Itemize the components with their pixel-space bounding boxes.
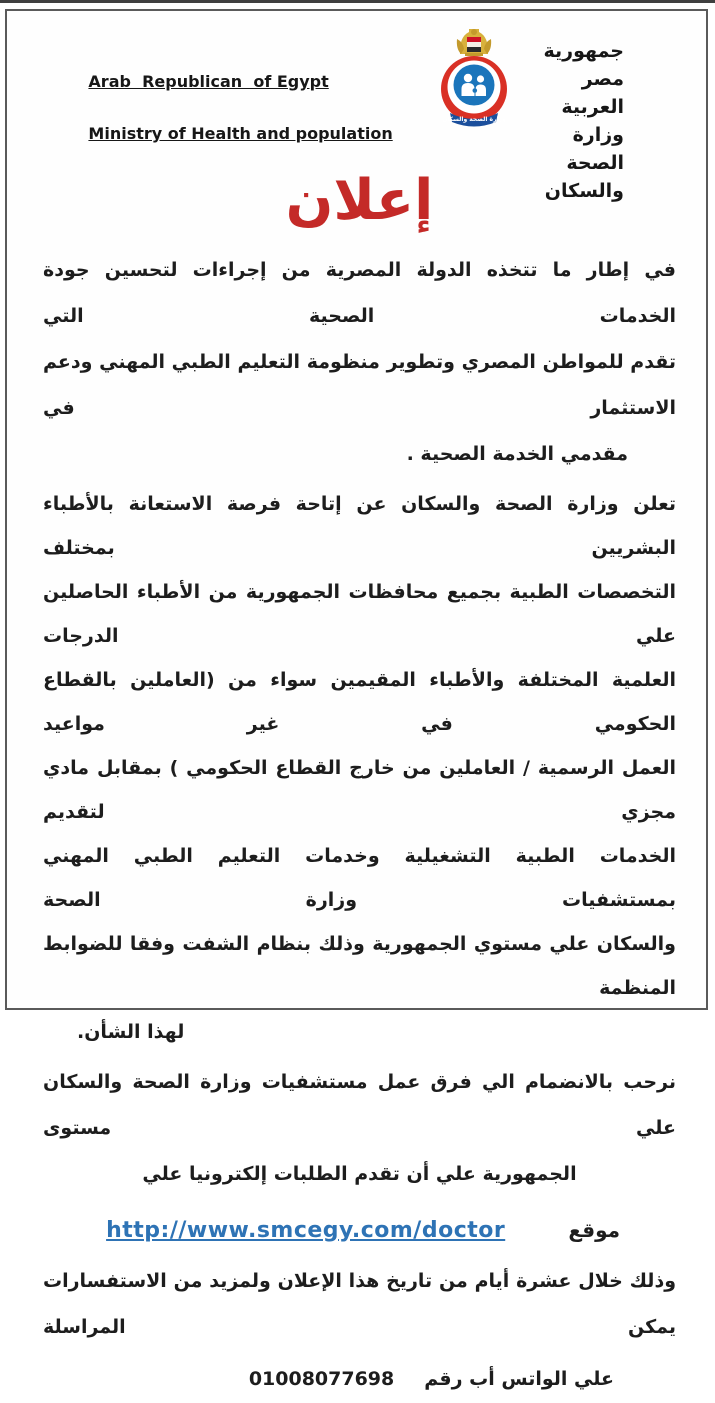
paragraph-announcement [43,482,676,1054]
announcement-title: إعلان [285,168,434,233]
logo-banner-text: وزارة الصحة والسكان [441,116,506,123]
whatsapp-label: علي الواتس أب رقم [424,1368,614,1390]
website-url-wrap [43,1218,568,1243]
paragraph-line: التخصصات الطبية بجميع محافظات الجمهورية من الأطباء الحاصلين علي الدرجات [43,581,676,647]
document-page [5,9,708,1390]
paragraph-line: لهذا الشأن. [77,1021,185,1043]
logo-banner [442,113,506,127]
letterhead-arabic [529,27,676,205]
paragraph-line: الخدمات الطبية التشغيلية وخدمات التعليم الطبي المهني بمستشفيات وزارة الصحة [43,845,676,911]
country-name-arabic: جمهورية مصر العربية [543,40,624,118]
paragraph-line: والسكان علي مستوي الجمهورية وذلك بنظام الشفت وفقا للضوابط المنظمة [43,933,676,999]
ministry-logo-graphic [429,27,519,131]
paragraph-line: مقدمي الخدمة الصحية . [406,443,628,465]
paragraph-intro [43,247,676,477]
paragraph-deadline [43,1258,676,1350]
paragraph-line: العلمية المختلفة والأطباء المقيمين سواء من (العاملين بالقطاع الحكومي في غير مواعيد [43,669,676,735]
paragraph-line: في إطار ما تتخذه الدولة المصرية من إجراءات لتحسين جودة الخدمات الصحية التي [43,259,676,327]
family-icon [453,65,494,106]
paragraph-line: وذلك خلال عشرة أيام من تاريخ هذا الإعلان ولمزيد من الاستفسارات يمكن المراسلة [43,1270,676,1338]
announcement-body [43,247,676,1403]
whatsapp-contact-line [43,1355,676,1403]
ministry-name-arabic: وزارة الصحة والسكان [544,124,624,202]
egypt-eagle-icon [457,29,491,56]
paragraph-line: نرحب بالانضمام الي فرق عمل مستشفيات وزارة الصحة والسكان علي مستوى [43,1071,676,1139]
scan-edge-strip [0,0,715,3]
paragraph-invitation [43,1059,676,1197]
ministry-logo [429,27,519,131]
country-name-english: Arab Republican of Egypt [88,72,329,91]
paragraph-line: تعلن وزارة الصحة والسكان عن إتاحة فرصة الاستعانة بالأطباء البشريين بمختلف [43,493,676,559]
paragraph-line: الجمهورية علي أن تقدم الطلبات إلكترونيا علي [142,1163,577,1185]
application-url-link[interactable]: http://www.smcegy.com/doctor [106,1217,506,1243]
whatsapp-phone-number: 01008077698 [248,1368,395,1390]
website-label: موقع [568,1218,620,1242]
paragraph-line: تقدم للمواطن المصري وتطوير منظومة التعليم الطبي المهني ودعم الاستثمار في [43,351,676,419]
paragraph-line: العمل الرسمية / العاملين من خارج القطاع الحكومي ) بمقابل مادي مجزي لتقديم [43,757,676,823]
ministry-name-english: Ministry of Health and population [88,124,393,143]
application-link-row [43,1202,676,1258]
letterhead-english [43,27,393,173]
